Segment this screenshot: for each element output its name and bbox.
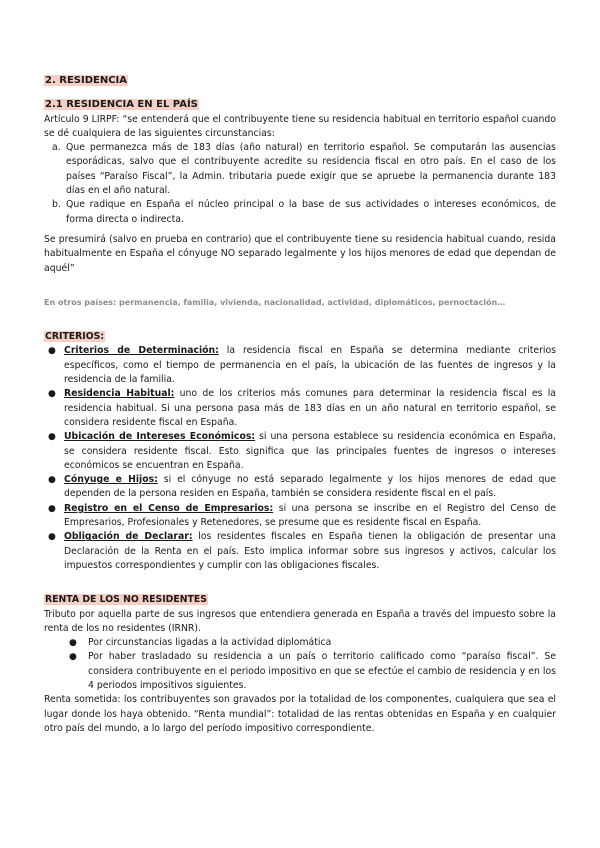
bullet-icon: ●	[48, 432, 56, 443]
renta-item-text: Por circunstancias ligadas a la actividad diplomática	[88, 637, 332, 649]
criterios-heading	[44, 330, 556, 344]
criterio-text: la residencia fiscal en España se determina mediante criterios específicos, como el tiempo de permanencia en el país, la ubicación de las fuentes de ingresos y la residencia de la familia.	[64, 345, 557, 386]
bullet-icon: ●	[48, 346, 56, 357]
criterio-label: Registro en el Censo de Empresarios:	[64, 502, 274, 514]
condition-text: Que permanezca más de 183 días (año natural) en territorio español. Se computarán las ausencias esporádicas, salvo que el contribuyente acredite su residencia fiscal en otro país. En el caso de los países “Paraíso Fiscal”, la Admin. tributaria puede exigir que se apruebe la permanencia durante 183 días en el año natural.	[66, 142, 556, 197]
bullet-icon: ●	[48, 475, 56, 486]
subsection-heading	[44, 98, 556, 112]
criterio-text: si una persona establece su residencia económica en España, se considera residente fiscal. Esto significa que las principales fuentes de ingresos o intereses económicos se encuentran en España.	[64, 431, 556, 471]
list-item	[44, 530, 556, 573]
criterio-text: uno de los criterios más comunes para determinar la residencia fiscal es la residencia habitual. Si una persona pasa más de 183 días en un año natural en territorio español, se considera residente fiscal en España.	[64, 388, 556, 428]
renta-item-text: Por haber trasladado su residencia a un país o territorio calificado como “paraíso fiscal”. Se considera contribuyente en el periodo impositivo en que se efectúe el cambio de residencia y en los 4 periodos impositivos siguientes.	[88, 651, 556, 691]
bullet-icon: ●	[48, 532, 56, 543]
list-item	[44, 650, 556, 693]
criterio-label: Criterios de Determinación:	[64, 345, 219, 357]
bullet-icon: ●	[69, 652, 77, 663]
list-marker: b.	[52, 199, 61, 211]
conditions-list	[44, 141, 556, 227]
section-heading	[44, 74, 556, 88]
other-countries-note: En otros países: permanencia, familia, vivienda, nacionalidad, actividad, diplomáticos, pernoctación…	[44, 297, 506, 307]
list-item	[44, 344, 556, 387]
list-item	[44, 473, 556, 502]
section-title: 2. RESIDENCIA	[45, 75, 127, 86]
bullet-icon: ●	[69, 638, 77, 649]
renta-closing: Renta sometida: los contribuyentes son gravados por la totalidad de los componentes, cualquiera que sea el lugar donde los haya obtenido. “Renta mundial”: totalidad de las rentas obtenidas en España y en cualquier otro país del mundo, a lo largo del período impositivo correspondiente.	[44, 694, 556, 734]
bullet-icon: ●	[48, 503, 56, 514]
presumption-paragraph: Se presumirá (salvo en prueba en contrario) que el contribuyente tiene su residencia habitual cuando, resida habitualmente en España el cónyuge NO separado legalmente y los hijos menores de edad que dependan de aquél”	[44, 233, 556, 274]
article-intro: Artículo 9 LIRPF: “se entenderá que el contribuyente tiene su residencia habitual en territorio español cuando se dé cualquiera de las siguientes circunstancias:	[44, 113, 556, 139]
renta-title: RENTA DE LOS NO RESIDENTES	[45, 594, 207, 606]
criterios-title: CRITERIOS:	[45, 331, 105, 343]
list-item	[44, 502, 556, 531]
criterio-label: Cónyuge e Hijos:	[64, 474, 158, 486]
subsection-title: 2.1 RESIDENCIA EN EL PAÍS	[45, 99, 198, 111]
list-marker: a.	[52, 142, 61, 154]
criterio-label: Residencia Habitual:	[64, 388, 175, 400]
criterio-label: Ubicación de Intereses Económicos:	[64, 431, 256, 443]
list-item	[44, 636, 556, 650]
list-item	[44, 141, 556, 198]
condition-text: Que radique en España el núcleo principal o la base de sus actividades o intereses económicos, de forma directa o indirecta.	[66, 199, 556, 225]
renta-heading	[44, 593, 556, 607]
list-item	[44, 430, 556, 473]
criterio-text: si una persona se inscribe en el Registro del Censo de Empresarios, Profesionales y Retenedores, se presume que es residente fiscal en España.	[64, 502, 556, 529]
criterio-text: los residentes fiscales en España tienen la obligación de presentar una Declaración de la Renta en el país. Esto implica informar sobre sus ingresos y activos, calcular los impuestos correspondientes y cumplir con las obligaciones fiscales.	[64, 531, 556, 571]
document-content	[44, 74, 556, 736]
bullet-icon: ●	[48, 389, 56, 400]
criterio-text: si el cónyuge no está separado legalmente y los hijos menores de edad que dependen de la persona residen en España, también se considera residente fiscal en el país.	[64, 474, 556, 500]
renta-intro: Tributo por aquella parte de sus ingresos que entendiera generada en España a través del impuesto sobre la renta de los no residentes (IRNR).	[44, 608, 556, 634]
renta-list	[44, 636, 556, 693]
criterios-list	[44, 344, 556, 573]
list-item	[44, 198, 556, 227]
list-item	[44, 387, 556, 430]
criterio-label: Obligación de Declarar:	[64, 531, 193, 543]
